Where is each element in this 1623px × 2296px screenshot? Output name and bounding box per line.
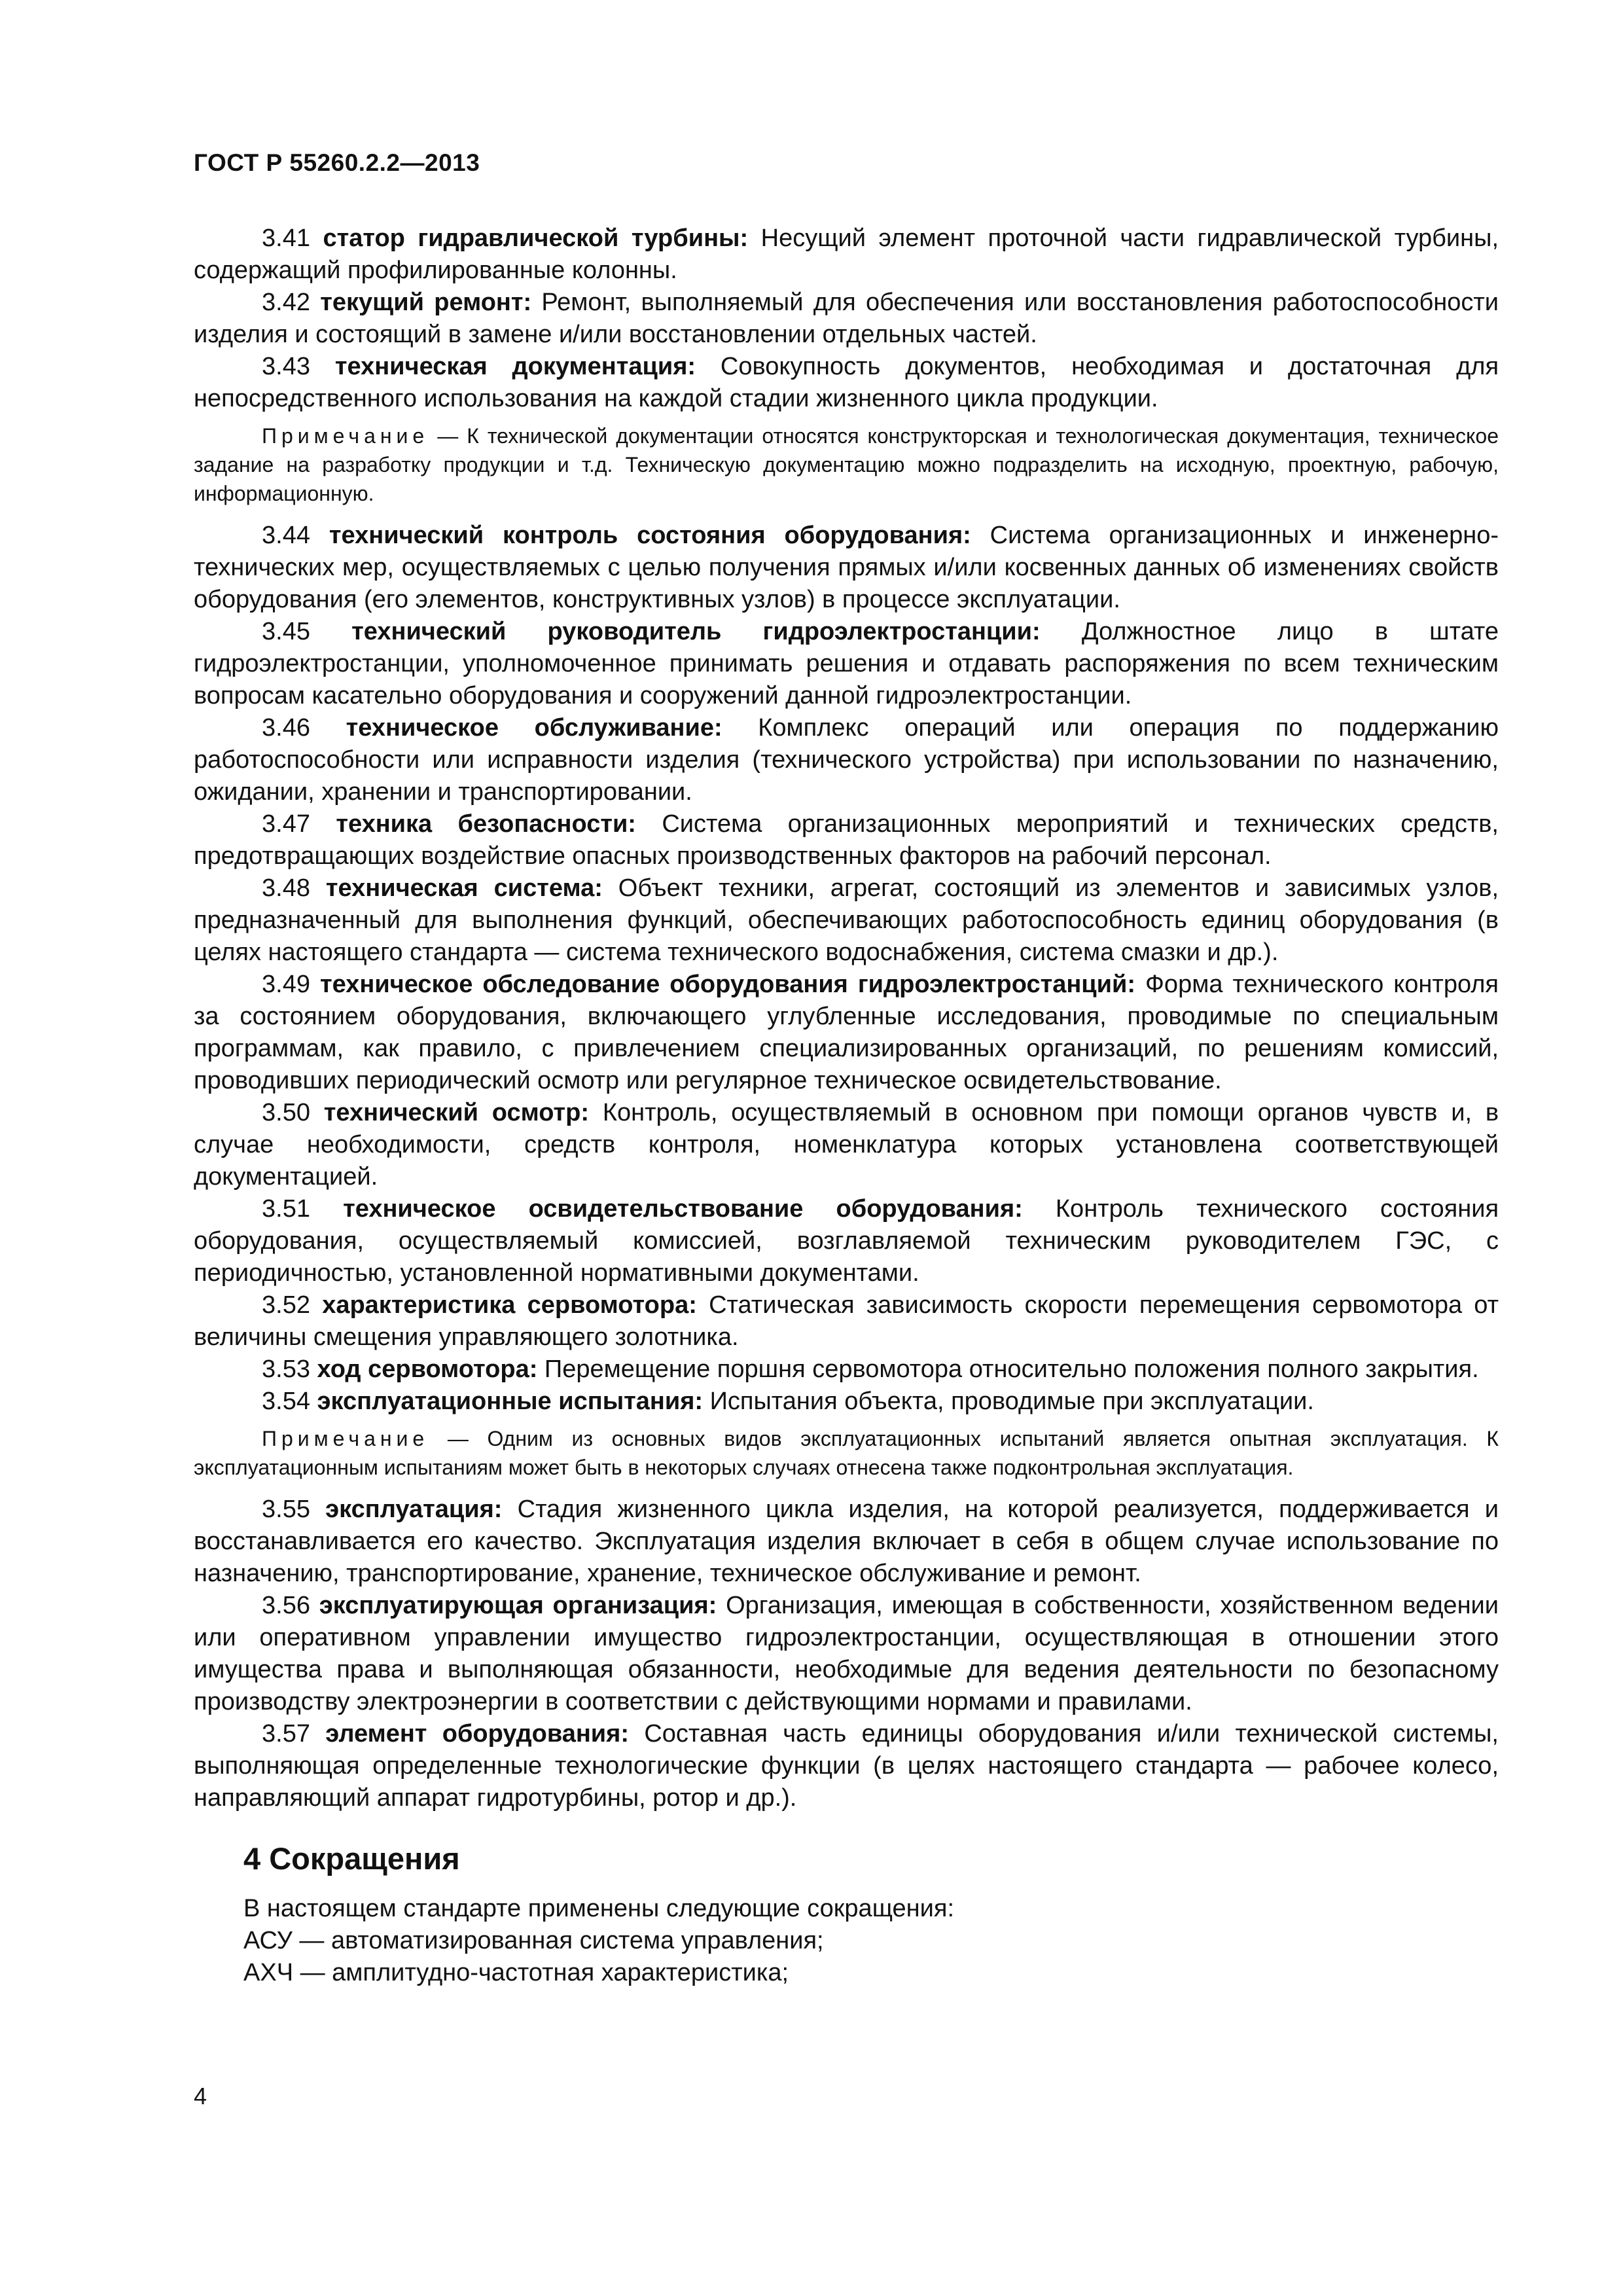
definition-entry [194,969,1499,1097]
entry-definition: Объект техники, агрегат, состоящий из элементов и зависимых узлов, предназначенный для выполнения функций, обеспечивающих работоспособность единиц оборудования (в целях настоящего стандарта — система технического водоснабжения, система смазки и др.). [194,874,1499,966]
entry-definition: Форма технического контроля за состоянием оборудования, включающего углубленные исследования, проводимые по специальным программам, как правило, с привлечением специализированных организаций, по решениям комиссий, проводивших периодический осмотр или регулярное техническое освидетельствование. [194,971,1499,1094]
entry-term: технический осмотр: [323,1099,590,1126]
entry-term: техническое обслуживание: [346,714,722,742]
definition-entry [194,616,1499,712]
entry-definition: Контроль технического состояния оборудования, осуществляемый комиссией, возглавляемой техническим руководителем ГЭС, с периодичностью, установленной нормативными документами. [194,1195,1499,1287]
entry-term: техническая система: [325,874,603,902]
entry-number: 3.46 [262,714,310,742]
entry-number: 3.51 [262,1195,310,1223]
entry-term: техническое обследование оборудования гидроэлектростанций: [319,971,1136,998]
abbreviation-item: АСУ — автоматизированная система управления; [243,1927,824,1954]
document-body [194,223,1499,1989]
entry-number: 3.44 [262,522,310,549]
definition-entry [194,1354,1499,1386]
entry-term: эксплуатационные испытания: [317,1388,704,1415]
entry-term: характеристика сервомотора: [322,1291,697,1319]
definition-entry [194,1193,1499,1289]
note-text: — Одним из основных видов эксплуатационных испытаний является опытная эксплуатация. К эксплуатационным испытаниям может быть в некоторых случаях отнесена также подконтрольная эксплуатация. [194,1427,1499,1479]
definition-entry [194,520,1499,616]
entry-number: 3.52 [262,1291,310,1319]
entry-term: эксплуатация: [325,1496,503,1523]
note-operational-tests [194,1424,1499,1482]
note-text: — К технической документации относятся конструкторская и технологическая документация, техническое задание на разработку продукции и т.д. Техническую документацию можно подразделить на исходную, проектную, рабочую, информационную. [194,424,1499,505]
entry-definition: Статическая зависимость скорости перемещения сервомотора от величины смещения управляющего золотника. [194,1291,1499,1351]
entry-term: техника безопасности: [336,810,636,838]
entry-number: 3.48 [262,874,310,902]
entry-definition: Контроль, осуществляемый в основном при помощи органов чувств и, в случае необходимости, средств контроля, номенклатура которых установлена соответствующей документацией. [194,1099,1499,1191]
entry-definition: Должностное лицо в штате гидроэлектростанции, уполномоченное принимать решения и отдавать распоряжения по всем техническим вопросам касательно оборудования и сооружений данной гидроэлектростанции. [194,618,1499,709]
entry-term: статор гидравлической турбины: [323,224,749,252]
entry-term: элемент оборудования: [325,1720,629,1748]
entry-number: 3.42 [262,289,310,316]
entry-definition: Несущий элемент проточной части гидравлической турбины, содержащий профилированные колонны. [194,224,1499,284]
entry-number: 3.41 [262,224,310,252]
entry-number: 3.49 [262,971,310,998]
document-header: ГОСТ Р 55260.2.2—2013 [194,149,480,176]
entry-definition: Организация, имеющая в собственности, хозяйственном ведении или оперативном управлении имущество гидроэлектростанции, осуществляющая в отношении этого имущества права и выполняющая обязанности, необходимые для ведения деятельности по безопасному производству электроэнергии в соответствии с действующими нормами и правилами. [194,1592,1499,1715]
definition-entry [194,808,1499,872]
entry-term: технический контроль состояния оборудования: [329,522,971,549]
note-label: Примечание [262,424,429,448]
definition-entry [194,712,1499,808]
entry-definition: Система организационных мероприятий и технических средств, предотвращающих воздействие опасных производственных факторов на рабочий персонал. [194,810,1499,870]
definition-entry [194,1386,1499,1418]
entry-term: техническая документация: [334,353,696,380]
entry-number: 3.56 [262,1592,310,1619]
definitions-group-a [194,223,1499,415]
entry-term: технический руководитель гидроэлектростанции: [351,618,1041,645]
definition-entry [194,1590,1499,1718]
definition-entry [194,1718,1499,1814]
definition-entry [194,872,1499,969]
abbreviation-item: АХЧ — амплитудно-частотная характеристика; [243,1959,789,1986]
entry-definition: Комплекс операций или операция по поддержанию работоспособности или исправности изделия (технического устройства) при использовании по назначению, ожидании, хранении и транспортировании. [194,714,1499,806]
entry-definition: Составная часть единицы оборудования и/или технической системы, выполняющая определенные технологические функции (в целях настоящего стандарта — рабочее колесо, направляющий аппарат гидротурбины, ротор и др.). [194,1720,1499,1812]
definition-entry [194,287,1499,351]
entry-number: 3.55 [262,1496,310,1523]
definition-entry [194,1097,1499,1193]
note-label: Примечание [262,1427,429,1450]
entry-number: 3.54 [262,1388,310,1415]
abbreviation-list [194,1925,1499,1989]
entry-number: 3.50 [262,1099,310,1126]
entry-term: техническое освидетельствование оборудования: [343,1195,1023,1223]
entry-definition: Стадия жизненного цикла изделия, на которой реализуется, поддерживается и восстанавливается его качество. Эксплуатация изделия включает в себя в общем случае использование по назначению, транспортирование, хранение, техническое обслуживание и ремонт. [194,1496,1499,1587]
definition-entry [194,1289,1499,1354]
entry-term: ход сервомотора: [317,1355,538,1383]
section-heading: 4 Сокращения [243,1841,460,1876]
entry-definition: Совокупность документов, необходимая и достаточная для непосредственного использования на каждой стадии жизненного цикла продукции. [194,353,1499,412]
entry-number: 3.47 [262,810,310,838]
entry-definition: Система организационных и инженерно-технических мер, осуществляемых с целью получения прямых и/или косвенных данных об изменениях свойств оборудования (его элементов, конструктивных узлов) в процессе эксплуатации. [194,522,1499,613]
note-technical-documentation [194,422,1499,508]
section-intro: В настоящем стандарте применены следующие сокращения: [243,1895,955,1922]
entry-term: текущий ремонт: [320,289,532,316]
entry-definition: Перемещение поршня сервомотора относительно положения полного закрытия. [544,1355,1479,1383]
entry-definition: Испытания объекта, проводимые при эксплуатации. [709,1388,1314,1415]
entry-definition: Ремонт, выполняемый для обеспечения или восстановления работоспособности изделия и состоящий в замене и/или восстановлении отдельных частей. [194,289,1499,348]
entry-number: 3.57 [262,1720,310,1748]
definitions-group-c [194,1494,1499,1814]
entry-number: 3.53 [262,1355,310,1383]
definition-entry [194,1494,1499,1590]
page-number: 4 [194,2083,207,2109]
definition-entry [194,223,1499,287]
definitions-group-b [194,520,1499,1418]
entry-term: эксплуатирующая организация: [319,1592,717,1619]
entry-number: 3.43 [262,353,310,380]
definition-entry [194,351,1499,415]
entry-number: 3.45 [262,618,310,645]
